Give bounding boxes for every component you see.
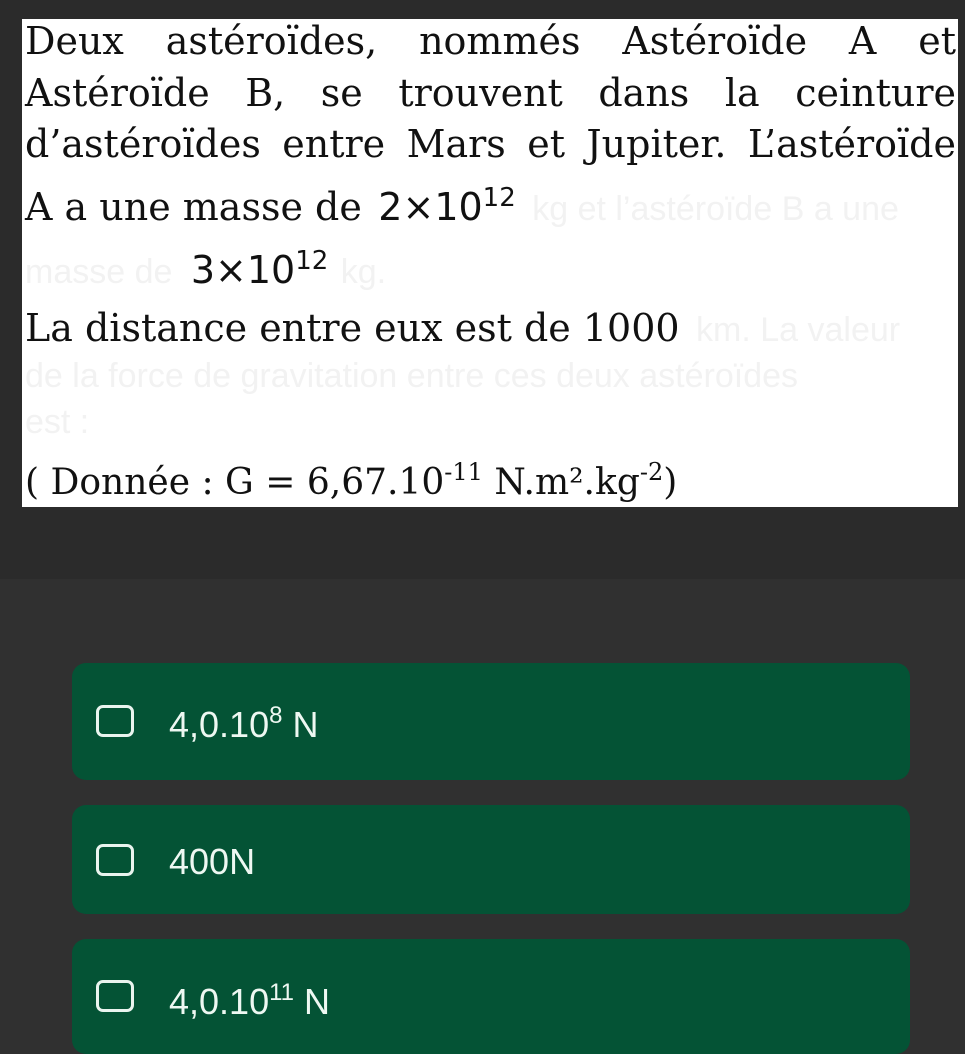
gravitational-constant: G = 6,67.10	[225, 462, 445, 503]
question-line-2: Astéroïde B, se trouvent dans la ceinture	[25, 71, 956, 115]
mass-a-value	[378, 185, 515, 229]
answer-option-2-label: 400N	[169, 841, 256, 882]
question-line-7: de la force de gravitation entre ces deux astéroïdes	[25, 357, 799, 395]
mass-b-base: 3×10	[190, 248, 296, 292]
checkbox-icon[interactable]	[96, 980, 134, 1012]
constant-units-exponent: -2	[639, 458, 664, 486]
answer-option-1[interactable]	[72, 663, 910, 780]
constant-units: N.m².kg	[482, 462, 640, 503]
question-line-4	[25, 185, 899, 229]
answer-option-1-label	[169, 704, 318, 746]
mass-a-suffix: kg et l’astéroïde B a une	[532, 190, 899, 228]
distance-text: La distance entre eux est de 1000	[25, 306, 680, 350]
answer-option-2[interactable]	[72, 805, 910, 914]
answer-option-1-unit: N	[282, 704, 319, 745]
given-data	[25, 458, 678, 507]
question-line-3: d’astéroïdes entre Mars et Jupiter. L’astéroïde	[25, 122, 956, 166]
question-line-5	[25, 248, 386, 292]
answer-option-3-unit: N	[294, 981, 331, 1022]
answer-option-1-base: 4,0.10	[169, 704, 270, 745]
checkbox-icon[interactable]	[96, 844, 134, 876]
question-card	[22, 19, 958, 507]
answer-option-3-label	[169, 981, 330, 1023]
distance-suffix: km. La valeur	[696, 311, 901, 349]
mass-a-exponent: 12	[482, 183, 516, 213]
answer-option-3-base: 4,0.10	[169, 981, 270, 1022]
answer-option-3-exponent: 11	[269, 979, 295, 1006]
answer-option-3[interactable]	[72, 939, 910, 1054]
question-line-1: Deux astéroïdes, nommés Astéroïde A et	[25, 19, 956, 63]
mass-b-exponent: 12	[295, 246, 329, 276]
given-data-prefix: ( Donnée :	[25, 462, 226, 503]
question-line-6	[25, 306, 900, 350]
checkbox-icon[interactable]	[96, 705, 134, 737]
mass-a-label: A a une masse de	[25, 185, 362, 229]
question-line-8: est :	[25, 403, 90, 441]
gravitational-constant-exponent: -11	[444, 458, 483, 486]
given-data-close: )	[663, 462, 678, 503]
answer-option-1-exponent: 8	[269, 702, 283, 729]
mass-b-label: masse de	[25, 253, 173, 291]
mass-b-suffix: kg.	[340, 253, 387, 291]
mass-a-base: 2×10	[378, 185, 483, 229]
mass-b-value	[191, 248, 328, 292]
